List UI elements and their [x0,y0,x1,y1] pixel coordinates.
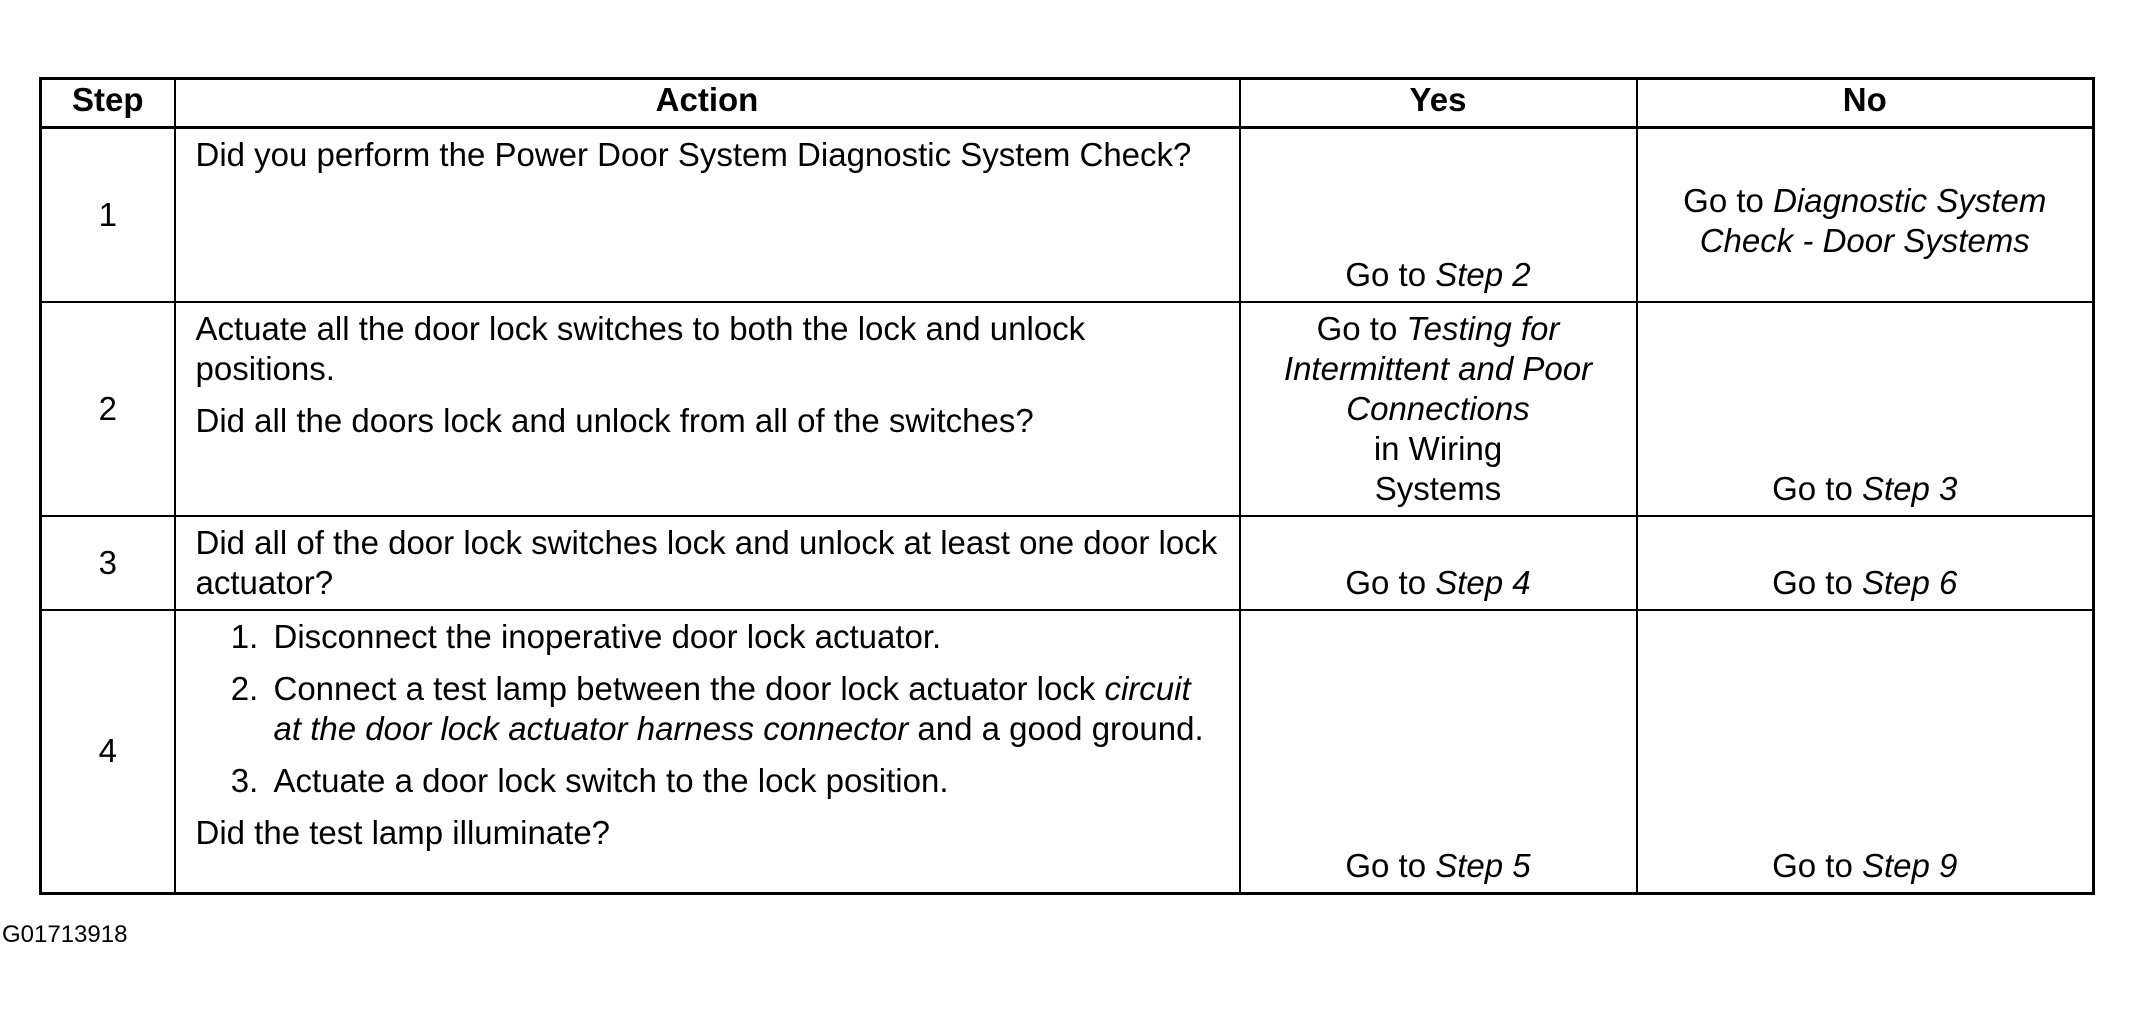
table-row [41,610,2094,894]
yes-step-link[interactable]: Step 5 [1435,847,1531,884]
table-header-row [41,79,2094,128]
yes-cell [1240,302,1637,516]
no-cell [1637,128,2094,302]
list-item-text: Connect a test lamp between the door lock actuator lock [273,669,1096,707]
list-item: 1. Disconnect the inoperative door lock actuator. [268,617,1225,657]
no-step-link[interactable]: Step 3 [1861,469,1958,507]
step-number: 4 [41,610,175,894]
yes-cell [1240,128,1637,302]
action-text: Actuate all the door lock switches to both the lock and unlock positions. [195,309,1086,387]
header-no: No [1637,79,2094,128]
step-number: 2 [41,302,175,516]
step-number: 1 [41,128,175,302]
no-prefix: Go to [1772,469,1862,507]
action-cell [175,302,1240,516]
action-text: Did you perform the Power Door System Diagnostic System Check? [195,136,1192,173]
table-row [41,128,2094,302]
action-cell [175,610,1240,894]
header-yes: Yes [1240,79,1637,128]
header-step: Step [41,79,175,128]
action-cell [175,516,1240,610]
diagnostic-table [39,77,2095,895]
no-cell [1637,302,2094,516]
action-cell [175,128,1240,302]
yes-step-link[interactable]: Testing for Intermittent and Poor Connections [1283,309,1593,427]
action-question: Did the test lamp illuminate? [195,813,611,851]
yes-prefix: Go to [1345,255,1436,293]
figure-id: G01713918 [2,921,128,948]
yes-prefix: Go to [1316,309,1407,347]
no-step-link[interactable]: Step 9 [1861,847,1958,884]
table-row [41,516,2094,610]
yes-cell [1240,516,1637,610]
list-item-tail: and a good ground. [908,709,1204,747]
list-item [268,669,1225,749]
no-prefix: Go to [1772,563,1862,601]
list-item: 3. Actuate a door lock switch to the lock position. [268,761,1225,801]
yes-prefix: Go to [1345,563,1436,601]
no-step-link[interactable]: Diagnostic System Check - Door Systems [1699,182,2047,259]
yes-cell [1240,610,1637,894]
no-cell [1637,610,2094,894]
no-step-link[interactable]: Step 6 [1861,563,1958,601]
step-number: 3 [41,516,175,610]
yes-suffix: in Wiring Systems [1373,429,1503,507]
header-action: Action [175,79,1240,128]
yes-step-link[interactable]: Step 4 [1435,563,1531,601]
action-question: Did all the doors lock and unlock from all of the switches? [195,401,1034,439]
yes-prefix: Go to [1345,847,1436,884]
no-prefix: Go to [1683,182,1774,219]
list-item-italic: circuit at the door lock actuator harness connector [273,669,1191,747]
no-prefix: Go to [1772,847,1862,884]
procedure-list [196,617,1225,801]
action-text: Did all of the door lock switches lock and unlock at least one door lock actuator? [195,523,1218,601]
yes-step-link[interactable]: Step 2 [1435,255,1531,293]
no-cell [1637,516,2094,610]
table-row [41,302,2094,516]
